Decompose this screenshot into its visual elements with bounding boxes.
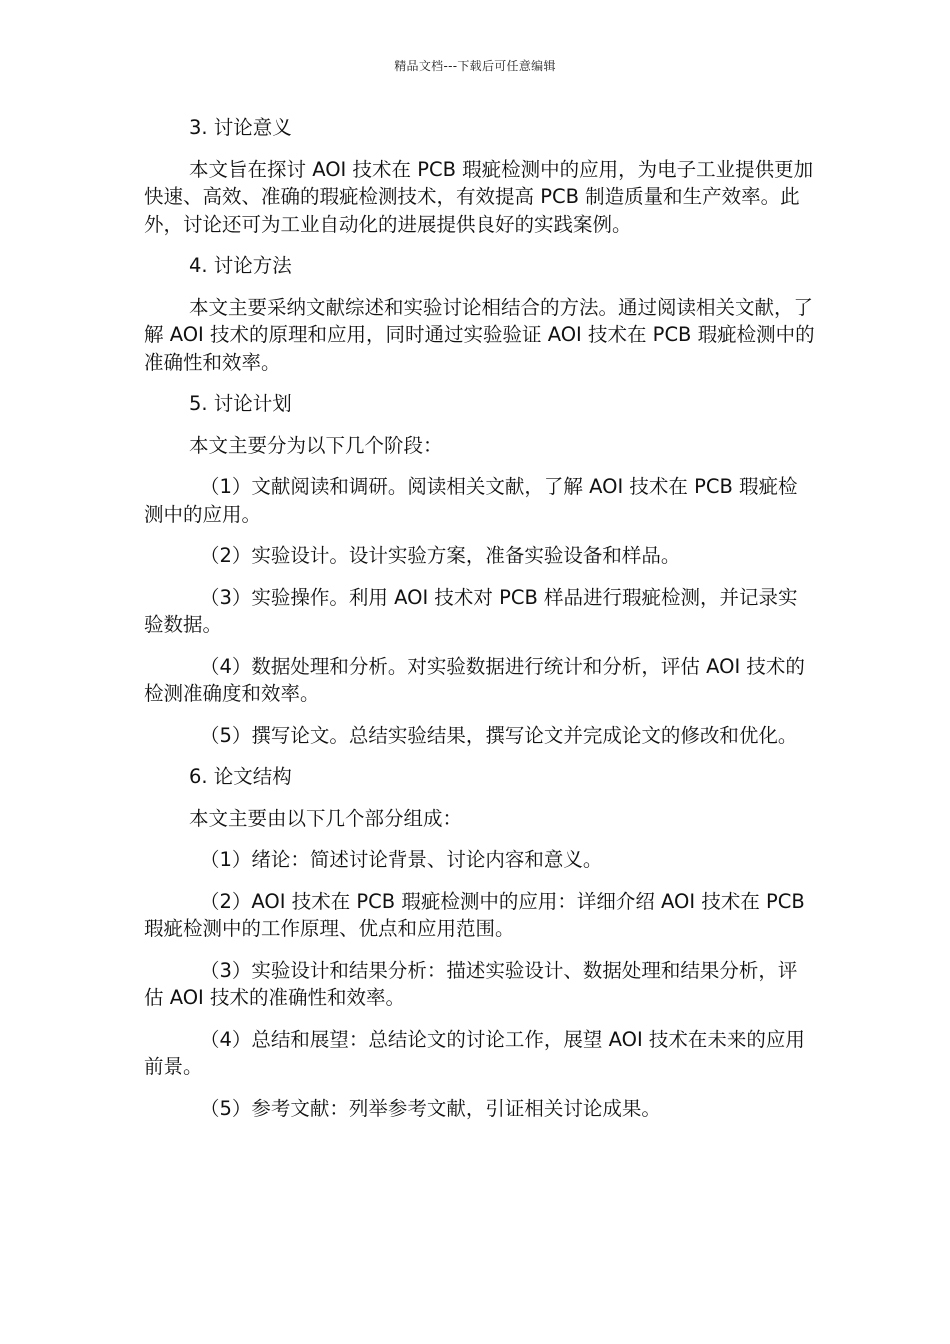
page-header: 精品文档---下载后可任意编辑 [394, 59, 556, 73]
section-heading-structure: 6. 论文结构 [189, 765, 292, 788]
paragraph-method: 本文主要采纳文献综述和实验讨论相结合的方法。通过阅读相关文献，了解 AOI 技术的原理和应用，同时通过实验验证 AOI 技术在 PCB 瑕疵检测中的准确性和效率。 [144, 295, 815, 374]
paragraph-structure-intro: 本文主要由以下几个部分组成： [189, 806, 463, 830]
section-heading-plan: 5. 讨论计划 [189, 392, 292, 415]
structure-list-item: （4）总结和展望：总结论文的讨论工作，展望 AOI 技术在未来的应用前景。 [144, 1027, 805, 1078]
structure-list-item: （1）绪论：简述讨论背景、讨论内容和意义。 [200, 848, 603, 871]
plan-list-item: （2）实验设计。设计实验方案，准备实验设备和样品。 [200, 544, 681, 567]
section-heading-method: 4. 讨论方法 [189, 254, 292, 277]
plan-list-item: （3）实验操作。利用 AOI 技术对 PCB 样品进行瑕疵检测，并记录实验数据。 [144, 585, 798, 636]
structure-list-item: （3）实验设计和结果分析：描述实验设计、数据处理和结果分析，评估 AOI 技术的准确性和效率。 [144, 958, 798, 1009]
plan-list-item: （5）撰写论文。总结实验结果，撰写论文并完成论文的修改和优化。 [200, 723, 798, 747]
document-body [144, 114, 816, 1136]
plan-list-item: （1）文献阅读和调研。阅读相关文献，了解 AOI 技术在 PCB 瑕疵检测中的应用。 [144, 475, 798, 526]
structure-list-item: （2）AOI 技术在 PCB 瑕疵检测中的应用：详细介绍 AOI 技术在 PCB 瑕疵检测中的工作原理、优点和应用范围。 [144, 889, 805, 940]
plan-list-item: （4）数据处理和分析。对实验数据进行统计和分析，评估 AOI 技术的检测准确度和效率。 [144, 654, 805, 705]
paragraph-plan-intro: 本文主要分为以下几个阶段： [189, 433, 443, 457]
section-heading-significance: 3. 讨论意义 [189, 116, 292, 139]
structure-list-item: （5）参考文献：列举参考文献，引证相关讨论成果。 [200, 1096, 661, 1120]
paragraph-significance: 本文旨在探讨 AOI 技术在 PCB 瑕疵检测中的应用，为电子工业提供更加快速、高效、准确的瑕疵检测技术，有效提高 PCB 制造质量和生产效率。此外，讨论还可为工业自动化的进展提供良好的实践案例。 [144, 157, 814, 236]
